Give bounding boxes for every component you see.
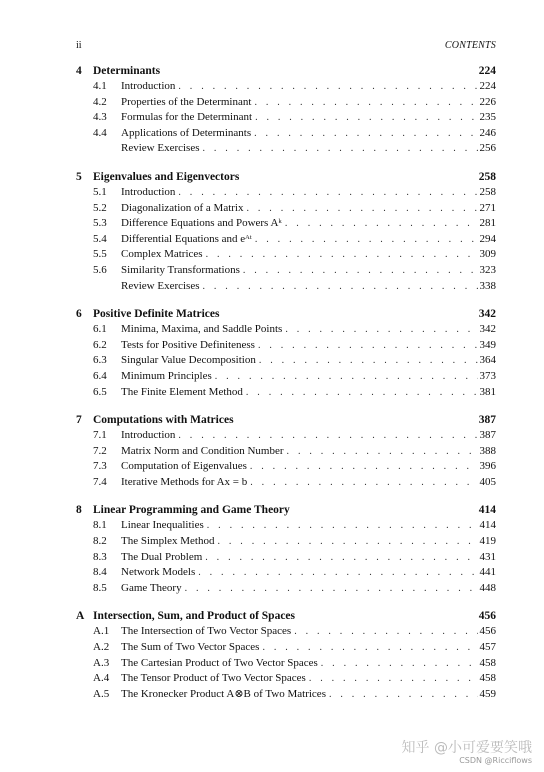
- section-page: 235: [479, 111, 496, 124]
- section-title: Diagonalization of a Matrix: [121, 201, 244, 214]
- dot-leader: [218, 534, 478, 550]
- chapter-title: Positive Definite Matrices: [93, 308, 220, 321]
- chapter-title: Computations with Matrices: [93, 414, 234, 427]
- chapter-title: Eigenvalues and Eigenvectors: [93, 170, 240, 183]
- toc-chapter: [76, 169, 496, 294]
- dot-leader: [309, 671, 478, 687]
- dot-leader: [207, 518, 478, 534]
- toc-entry[interactable]: [76, 518, 496, 534]
- chapter-number: 6: [76, 308, 82, 321]
- chapter-number: 7: [76, 414, 82, 427]
- section-page: 457: [479, 641, 496, 654]
- toc-chapter: [76, 306, 496, 400]
- dot-leader: [203, 141, 478, 157]
- section-title: Review Exercises: [121, 142, 200, 155]
- chapter-page: 456: [478, 610, 496, 623]
- section-number: 5.6: [93, 263, 107, 276]
- section-page: 441: [479, 566, 496, 579]
- section-title: Minimum Principles: [121, 369, 212, 382]
- section-title: The Dual Problem: [121, 550, 203, 563]
- section-number: 4.3: [93, 111, 107, 124]
- section-page: 396: [479, 460, 496, 473]
- dot-leader: [255, 232, 478, 248]
- section-page: 281: [479, 217, 496, 230]
- section-title: Computation of Eigenvalues: [121, 460, 247, 473]
- section-number: 8.2: [93, 535, 107, 548]
- dot-leader: [285, 216, 478, 232]
- section-number: A.3: [93, 656, 110, 669]
- section-number: 4.2: [93, 95, 107, 108]
- chapter-title: Intersection, Sum, and Product of Spaces: [93, 610, 296, 623]
- section-number: 6.5: [93, 385, 107, 398]
- section-page: 256: [479, 142, 496, 155]
- chapter-page: 258: [478, 170, 496, 183]
- section-number: 8.4: [93, 566, 107, 579]
- toc-entry[interactable]: [76, 581, 496, 597]
- toc-entry[interactable]: [76, 79, 496, 95]
- section-page: 323: [479, 263, 496, 276]
- section-page: 381: [479, 385, 496, 398]
- toc-entry[interactable]: [76, 110, 496, 126]
- dot-leader: [259, 353, 478, 369]
- chapter-heading[interactable]: [76, 63, 496, 79]
- toc-entry[interactable]: [76, 444, 496, 460]
- section-page: 226: [479, 95, 496, 108]
- section-title: The Tensor Product of Two Vector Spaces: [121, 672, 306, 685]
- toc-entry[interactable]: [76, 565, 496, 581]
- toc-chapter: [76, 63, 496, 157]
- chapter-page: 414: [478, 504, 496, 517]
- section-title: Formulas for the Determinant: [121, 111, 253, 124]
- section-title: Introduction: [121, 185, 176, 198]
- section-title: Minima, Maxima, and Saddle Points: [121, 323, 283, 336]
- chapter-number: 8: [76, 504, 82, 517]
- section-number: 4.1: [93, 80, 107, 92]
- section-title: The Intersection of Two Vector Spaces: [121, 625, 292, 638]
- section-title: Complex Matrices: [121, 248, 203, 261]
- dot-leader: [198, 565, 477, 581]
- section-number: 5.4: [93, 232, 107, 245]
- dot-leader: [205, 550, 477, 566]
- section-title: Similarity Transformations: [121, 263, 240, 276]
- dot-leader: [262, 640, 477, 656]
- chapter-number: A: [76, 610, 85, 623]
- section-title: Network Models: [121, 566, 196, 579]
- toc-entry[interactable]: [76, 201, 496, 217]
- table-of-contents: [76, 63, 496, 714]
- section-number: 7.1: [93, 429, 107, 442]
- dot-leader: [215, 369, 478, 385]
- section-page: 458: [479, 656, 496, 669]
- toc-entry[interactable]: [76, 459, 496, 475]
- section-number: A.4: [93, 672, 110, 685]
- section-number: 7.3: [93, 460, 107, 473]
- section-page: 373: [479, 369, 496, 382]
- toc-entry[interactable]: [76, 126, 496, 142]
- toc-entry[interactable]: [76, 671, 496, 687]
- section-page: 342: [479, 323, 496, 336]
- section-number: 7.4: [93, 475, 107, 488]
- section-title: The Sum of Two Vector Spaces: [121, 641, 260, 654]
- section-number: 6.4: [93, 369, 107, 382]
- toc-entry[interactable]: [76, 687, 496, 703]
- toc-entry[interactable]: [76, 624, 496, 640]
- section-title: Applications of Determinants: [121, 126, 252, 139]
- section-title: The Kronecker Product A⊗B of Two Matrices: [121, 687, 326, 700]
- section-number: 6.3: [93, 354, 107, 367]
- section-page: 309: [479, 248, 496, 261]
- section-page: 271: [479, 201, 496, 214]
- toc-entry[interactable]: [76, 279, 496, 295]
- dot-leader: [255, 110, 477, 126]
- watermark-text: 知乎 @小可爱要笑哦: [401, 740, 532, 756]
- dot-leader: [287, 444, 478, 460]
- toc-entry[interactable]: [76, 216, 496, 232]
- toc-entry[interactable]: [76, 428, 496, 444]
- toc-entry[interactable]: [76, 369, 496, 385]
- toc-entry[interactable]: [76, 475, 496, 491]
- toc-entry[interactable]: [76, 322, 496, 338]
- dot-leader: [178, 79, 477, 95]
- toc-entry[interactable]: [76, 247, 496, 263]
- section-number: 8.5: [93, 581, 107, 594]
- section-title: The Finite Element Method: [121, 385, 243, 398]
- section-number: 5.2: [93, 201, 107, 214]
- toc-chapter: [76, 412, 496, 490]
- toc-entry[interactable]: [76, 185, 496, 201]
- section-title: Introduction: [121, 80, 176, 92]
- chapter-heading[interactable]: [76, 412, 496, 428]
- section-number: 6.2: [93, 338, 107, 351]
- chapter-page: 342: [478, 308, 496, 321]
- section-page: 388: [479, 444, 496, 457]
- page-header: [76, 40, 496, 54]
- section-number: A.1: [93, 625, 110, 638]
- dot-leader: [178, 185, 477, 201]
- section-title: Matrix Norm and Condition Number: [121, 444, 284, 457]
- section-title: The Cartesian Product of Two Vector Spaces: [121, 656, 318, 669]
- section-page: 459: [479, 687, 496, 700]
- section-title: Review Exercises: [121, 279, 200, 292]
- section-page: 258: [479, 185, 496, 198]
- section-title: Iterative Methods for Ax = b: [121, 475, 248, 488]
- section-title: The Simplex Method: [121, 535, 215, 548]
- section-title: Linear Inequalities: [121, 519, 204, 532]
- section-page: 419: [479, 535, 496, 548]
- chapter-heading[interactable]: [76, 502, 496, 518]
- dot-leader: [246, 385, 478, 401]
- section-page: 405: [479, 475, 496, 488]
- section-number: 5.3: [93, 217, 107, 230]
- chapter-page: 387: [478, 414, 496, 427]
- chapter-title: Linear Programming and Game Theory: [93, 504, 290, 517]
- dot-leader: [321, 656, 478, 672]
- dot-leader: [206, 247, 478, 263]
- dot-leader: [243, 263, 478, 279]
- toc-entry[interactable]: [76, 385, 496, 401]
- section-page: 387: [479, 429, 496, 442]
- toc-chapter: [76, 502, 496, 596]
- section-page: 294: [479, 232, 496, 245]
- dot-leader: [185, 581, 478, 597]
- section-title: Singular Value Decomposition: [121, 354, 256, 367]
- dot-leader: [203, 279, 478, 295]
- section-number: 4.4: [93, 126, 107, 139]
- toc-entry[interactable]: [76, 640, 496, 656]
- section-number: 8.1: [93, 519, 107, 532]
- watermark-source: CSDN @Ricciflows: [459, 756, 532, 765]
- dot-leader: [329, 687, 478, 703]
- section-page: 458: [479, 672, 496, 685]
- chapter-title: Determinants: [93, 65, 161, 77]
- section-page: 431: [479, 550, 496, 563]
- dot-leader: [178, 428, 477, 444]
- chapter-heading[interactable]: [76, 306, 496, 322]
- section-title: Differential Equations and eᴬᵗ: [121, 232, 252, 245]
- toc-entry[interactable]: [76, 95, 496, 111]
- dot-leader: [254, 126, 477, 142]
- section-title: Properties of the Determinant: [121, 95, 252, 108]
- chapter-number: 5: [76, 170, 82, 183]
- toc-entry[interactable]: [76, 263, 496, 279]
- section-page: 224: [479, 80, 496, 92]
- chapter-heading[interactable]: [76, 608, 496, 624]
- toc-entry[interactable]: [76, 338, 496, 354]
- chapter-page: 224: [478, 65, 496, 77]
- section-page: 364: [479, 354, 496, 367]
- dot-leader: [247, 201, 478, 217]
- chapter-number: 4: [76, 65, 82, 77]
- toc-chapter: [76, 608, 496, 702]
- section-page: 338: [479, 279, 496, 292]
- running-title: CONTENTS: [444, 40, 496, 51]
- toc-entry[interactable]: [76, 353, 496, 369]
- section-number: 5.5: [93, 248, 107, 261]
- section-title: Game Theory: [121, 581, 182, 594]
- section-title: Tests for Positive Definiteness: [121, 338, 255, 351]
- section-title: Difference Equations and Powers Aᵏ: [121, 217, 282, 230]
- section-page: 246: [479, 126, 496, 139]
- section-number: 5.1: [93, 185, 107, 198]
- section-page: 414: [479, 519, 496, 532]
- section-number: 8.3: [93, 550, 107, 563]
- dot-leader: [258, 338, 478, 354]
- dot-leader: [250, 475, 477, 491]
- page-number: ii: [76, 40, 82, 51]
- section-number: 7.2: [93, 444, 107, 457]
- dot-leader: [250, 459, 478, 475]
- section-number: A.2: [93, 641, 110, 654]
- toc-entry[interactable]: [76, 550, 496, 566]
- dot-leader: [294, 624, 477, 640]
- section-page: 349: [479, 338, 496, 351]
- toc-entry[interactable]: [76, 232, 496, 248]
- dot-leader: [254, 95, 477, 111]
- section-number: A.5: [93, 687, 110, 700]
- toc-entry[interactable]: [76, 656, 496, 672]
- toc-entry[interactable]: [76, 141, 496, 157]
- section-page: 456: [479, 625, 496, 638]
- section-title: Introduction: [121, 429, 176, 442]
- toc-entry[interactable]: [76, 534, 496, 550]
- dot-leader: [285, 322, 477, 338]
- chapter-heading[interactable]: [76, 169, 496, 185]
- section-page: 448: [479, 581, 496, 594]
- section-number: 6.1: [93, 323, 107, 336]
